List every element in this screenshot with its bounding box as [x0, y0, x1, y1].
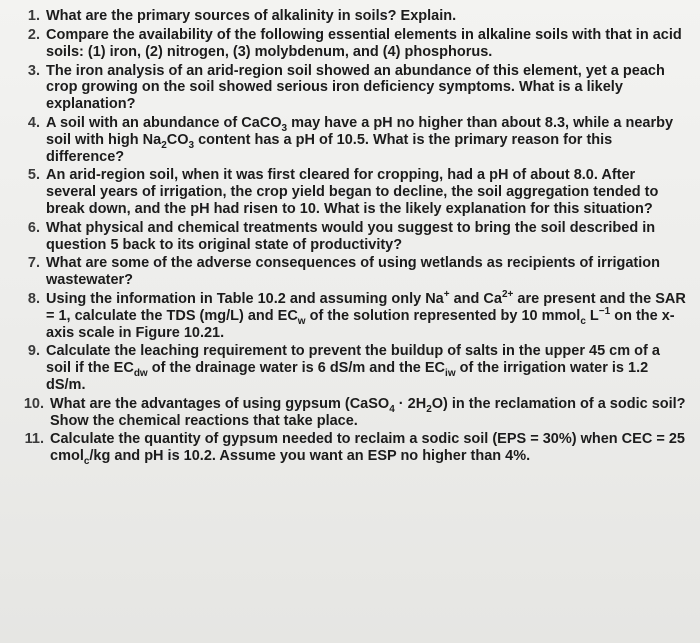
text-run: on the x-axis scale in Figure 10.21.: [46, 307, 675, 341]
question-number: 11.: [24, 431, 44, 448]
superscript: −1: [598, 305, 611, 317]
question-text: [46, 255, 686, 289]
text-run: The iron analysis of an arid-region soil showed an abundance of this element, yet a peach crop growing on the soil showed serious iron deficiency symptoms. What is a likely explanation?: [46, 62, 665, 113]
question-number: 2.: [27, 27, 40, 43]
question-item: [14, 63, 686, 113]
text-run: L: [585, 307, 599, 324]
question-text: [46, 115, 686, 165]
question-text: [46, 220, 686, 254]
question-text: [46, 63, 686, 113]
question-number: 7.: [27, 255, 40, 272]
question-number: 6.: [27, 219, 40, 236]
text-run: What physical and chemical treatments would you suggest to bring the soil described in question 5 back to its original state of productivity?: [46, 219, 656, 253]
subscript: 4: [389, 403, 395, 415]
superscript: 2+: [501, 289, 514, 301]
question-number: 9.: [27, 343, 40, 360]
superscript: +: [443, 289, 450, 301]
question-item: [14, 255, 686, 289]
question-item: [14, 291, 686, 341]
question-item: [14, 8, 686, 25]
question-number: 1.: [27, 8, 40, 24]
subscript: 2: [426, 403, 432, 415]
text-run: Using the information in Table 10.2 and assuming only Na: [46, 290, 444, 307]
subscript: iw: [445, 368, 456, 380]
text-run: · 2H: [394, 395, 427, 412]
subscript: c: [83, 456, 90, 468]
question-number: 8.: [27, 290, 40, 307]
question-number: 10.: [23, 395, 44, 412]
question-text: [46, 167, 686, 217]
question-text: [46, 343, 686, 393]
text-run: may have a pH no higher than about 8.3, while a nearby soil with high Na: [46, 114, 674, 148]
question-text: [50, 431, 686, 468]
question-item: [14, 167, 686, 217]
subscript: c: [580, 315, 586, 327]
text-run: Calculate the quantity of gypsum needed to reclaim a sodic soil (EPS = 30%) when CEC = 25 cmol: [50, 431, 685, 465]
text-run: What are some of the adverse consequences of using wetlands as recipients of irrigation wastewater?: [46, 255, 660, 289]
text-run: content has a pH of 10.5. What is the primary reason for this difference?: [46, 131, 613, 165]
text-run: are present and the SAR = 1, calculate the TDS (mg/L) and EC: [46, 290, 686, 324]
subscript: dw: [133, 368, 148, 380]
text-run: Compare the availability of the following essential elements in alkaline soils with that in acid soils: (1) iron, (2) nitrogen, (3) molybdenum, and (4) phosphorus.: [46, 27, 682, 60]
subscript: 2: [161, 139, 167, 151]
question-text: [46, 8, 686, 25]
text-run: of the solution represented by 10 mmol: [305, 307, 581, 324]
text-run: An arid-region soil, when it was first cleared for cropping, had a pH of about 8.0. After several years of irrigation, the crop yield began to decline, the soil aggregation tended to break down, and the pH had risen to 10. What is the likely explanation for this situation?: [46, 167, 659, 217]
question-number: 3.: [27, 62, 40, 79]
question-text: [46, 27, 686, 61]
subscript: w: [297, 315, 306, 327]
question-text: [50, 396, 686, 430]
question-item: [14, 27, 686, 61]
question-number: 4.: [27, 114, 40, 131]
question-item: [14, 431, 686, 468]
question-item: [14, 343, 686, 393]
text-run: What are the advantages of using gypsum (CaSO: [50, 395, 390, 412]
question-item: [14, 115, 686, 165]
subscript: 3: [281, 122, 288, 134]
text-run: Calculate the leaching requirement to prevent the buildup of salts in the upper 45 cm of a soil if the EC: [46, 343, 660, 377]
text-run: CO: [166, 131, 189, 148]
text-run: O) in the reclamation of a sodic soil? Show the chemical reactions that take place.: [50, 395, 686, 429]
text-run: What are the primary sources of alkalinity in soils? Explain.: [46, 8, 457, 24]
text-run: of the drainage water is 6 dS/m and the EC: [147, 360, 446, 377]
question-text: [46, 291, 686, 341]
text-run: /kg and pH is 10.2. Assume you want an ESP no higher than 4%.: [89, 448, 531, 465]
text-run: and Ca: [449, 290, 502, 307]
question-number: 5.: [27, 167, 40, 184]
question-item: [14, 220, 686, 254]
subscript: 3: [188, 139, 195, 151]
question-item: [14, 396, 686, 430]
text-run: of the irrigation water is 1.2 dS/m.: [46, 360, 649, 393]
text-run: A soil with an abundance of CaCO: [46, 114, 282, 131]
